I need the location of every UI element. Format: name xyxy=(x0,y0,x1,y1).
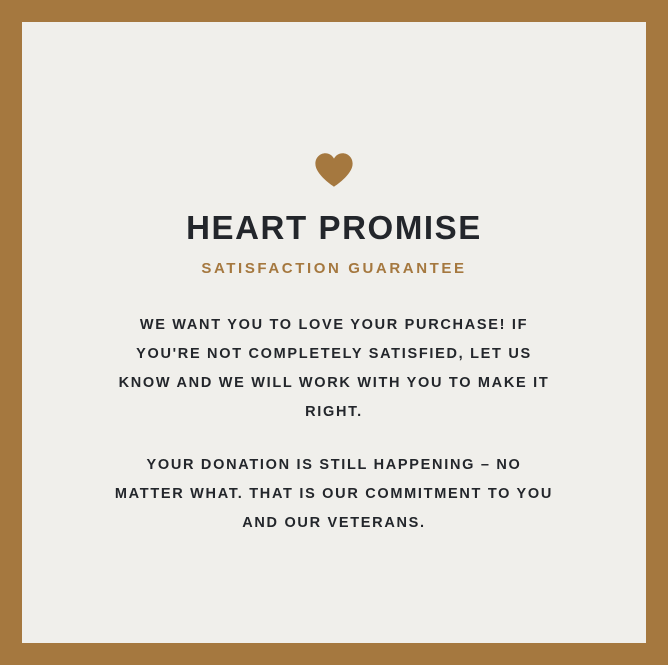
heart-icon-wrapper xyxy=(310,150,358,190)
promise-paragraph-1: WE WANT YOU TO LOVE YOUR PURCHASE! IF YOU'RE NOT COMPLETELY SATISFIED, LET US KNOW AND WE WILL WORK WITH YOU TO MAKE IT RIGHT. xyxy=(118,317,550,421)
page-subtitle: SATISFACTION GUARANTEE xyxy=(201,260,467,278)
heart-promise-card xyxy=(22,22,646,643)
promise-paragraph-2: YOUR DONATION IS STILL HAPPENING – NO MATTER WHAT. THAT IS OUR COMMITMENT TO YOU AND OUR VETERANS. xyxy=(114,457,554,532)
page-title: HEART PROMISE xyxy=(186,209,482,246)
heart-icon xyxy=(314,152,354,188)
